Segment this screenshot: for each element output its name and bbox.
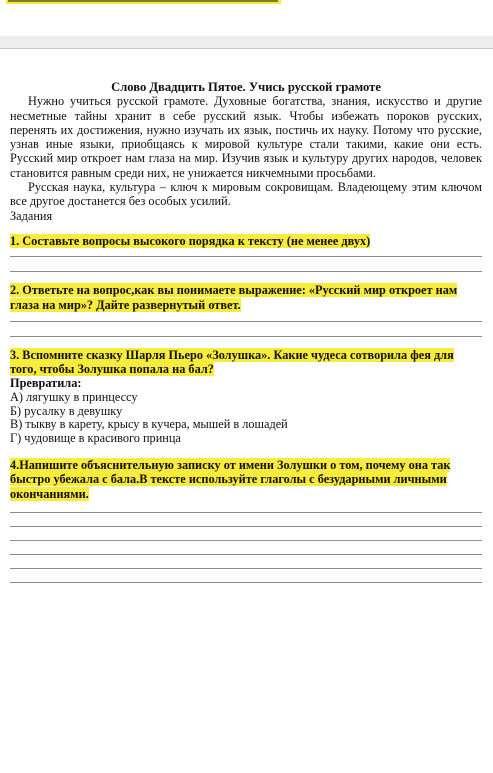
task-1: 1. Составьте вопросы высокого порядка к тексту (не менее двух) <box>10 233 371 248</box>
task-4: 4.Напишите объяснительную записку от имени Золушки о том, почему она так быстро убежала с бала.В тексте используйте глаголы с безударными личными окончаниями. <box>10 457 451 501</box>
ink-fragment <box>8 0 278 2</box>
previous-page-strip <box>0 0 493 26</box>
option-b: Б) русалку в девушку <box>10 403 123 418</box>
answer-line <box>10 582 482 583</box>
text-paragraph-2: Русская наука, культура – ключ к мировым сокровищам. Владеющему этим ключом все другое достанется без особых усилий. <box>10 180 482 209</box>
option-d: Г) чудовище в красивого принца <box>10 431 181 446</box>
task-3: 3. Вспомните сказку Шарля Пьеро «Золушка». Какие чудеса сотворила фея для того, чтобы Золушка попала на бал? <box>10 347 454 377</box>
tasks-label: Задания <box>10 208 53 223</box>
separator-band <box>0 36 493 48</box>
worksheet-page <box>10 80 482 583</box>
page-title: Слово Двадцить Пятое. Учись русской грамоте <box>111 80 381 94</box>
separator-line <box>0 48 493 49</box>
task-3-subtitle: Превратила: <box>10 376 82 391</box>
option-a: А) лягушку в принцессу <box>10 389 138 404</box>
option-c: В) тыкву в карету, крысу в кучера, мышей в лошадей <box>10 417 288 432</box>
task-2: 2. Ответьте на вопрос,как вы понимаете выражение: «Русский мир откроет нам глаза на мир»? Дайте развернутый ответ. <box>10 283 458 312</box>
text-paragraph-1: Нужно учиться русской грамоте. Духовные богатства, знания, искусство и другие несметные тайны хранит в себе русский язык. Чтобы избежать пороков русских, перенять их достижения, нужно изучать их язык, постичь их науку. Потому что русские, узнав иные языки, приобщаясь к мировой культуре стали такими, какие они есть. Русский мир откроет нам глаза на мир. Изучив язык и культуру других народов, человек становится равным среди них, не унижается никчемными просьбами. <box>10 94 482 180</box>
